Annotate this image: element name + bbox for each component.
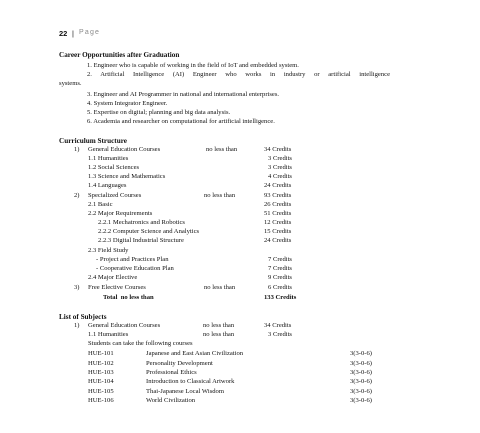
curriculum-total-label: Total no less than (103, 294, 154, 301)
subjects-title: List of Subjects (59, 313, 107, 321)
curriculum-credits: 15 Credits (264, 228, 292, 235)
curriculum-credits: 3 Credits (268, 155, 292, 162)
curriculum-label: 2.4 Major Elective (88, 274, 138, 281)
course-credit: 3(3-0-6) (350, 350, 372, 357)
curriculum-credits: 6 Credits (268, 284, 292, 291)
page-word: Page (79, 29, 101, 36)
course-credit: 3(3-0-6) (350, 378, 372, 385)
curriculum-label: 1.4 Languages (88, 182, 127, 189)
career-item: 1. Engineer who is capable of working in the field of IoT and embedded system. (87, 62, 299, 69)
subjects-group-num: 1) (74, 322, 80, 329)
curriculum-label: 1.1 Humanities (88, 155, 129, 162)
curriculum-label: 2.3 Field Study (88, 247, 129, 254)
course-name: Personality Development (146, 360, 213, 367)
career-item: 5. Expertise on digital; planning and big data analysis. (87, 109, 231, 116)
page-separator: | (72, 29, 74, 38)
course-code: HUE-105 (88, 388, 114, 395)
subjects-intro: Students can take the following courses (88, 340, 193, 347)
subjects-sub-credits: 3 Credits (268, 331, 292, 338)
course-code: HUE-104 (88, 378, 114, 385)
curriculum-label: 2.2.1 Mechatronics and Robotics (98, 219, 185, 226)
curriculum-credits: 9 Credits (268, 274, 292, 281)
curriculum-label: Free Elective Courses (88, 284, 146, 291)
course-credit: 3(3-0-6) (350, 369, 372, 376)
course-credit: 3(3-0-6) (350, 388, 372, 395)
subjects-group-label: General Education Courses (88, 322, 161, 329)
course-name: Professional Ethics (146, 369, 197, 376)
career-item-continuation: systems. (59, 80, 82, 87)
curriculum-credits: 3 Credits (268, 164, 292, 171)
course-code: HUE-102 (88, 360, 114, 367)
course-name: World Civilization (146, 397, 196, 404)
curriculum-title: Curriculum Structure (59, 137, 127, 145)
curriculum-label: - Cooperative Education Plan (96, 265, 174, 272)
curriculum-credits: 24 Credits (264, 237, 292, 244)
subjects-sub-label: 1.1 Humanities (88, 331, 129, 338)
curriculum-num: 1) (74, 146, 80, 153)
curriculum-credits: 4 Credits (268, 173, 292, 180)
curriculum-total-credits: 133 Credits (264, 294, 297, 301)
career-item: 2. Artificial Intelligence (AI) Engineer who works in industry or artificial intelligence (87, 71, 390, 78)
curriculum-credits: 34 Credits (264, 146, 292, 153)
curriculum-num: 2) (74, 192, 80, 199)
curriculum-label: 2.2.3 Digital Industrial Structure (98, 237, 184, 244)
course-name: Introduction to Classical Artwork (146, 378, 235, 385)
curriculum-min: no less than (206, 146, 238, 153)
subjects-sub-min: no less than (203, 331, 235, 338)
curriculum-min: no less than (204, 192, 236, 199)
curriculum-label: 1.2 Social Sciences (88, 164, 140, 171)
curriculum-credits: 93 Credits (264, 192, 292, 199)
curriculum-min: no less than (204, 284, 236, 291)
curriculum-credits: 7 Credits (268, 265, 292, 272)
subjects-group-min: no less than (203, 322, 235, 329)
curriculum-num: 3) (74, 284, 80, 291)
career-item: 4. System Integrator Engineer. (87, 100, 168, 107)
curriculum-credits: 7 Credits (268, 256, 292, 263)
curriculum-label: - Project and Practices Plan (96, 256, 169, 263)
curriculum-label: 2.2 Major Requirements (88, 210, 153, 217)
page-number: 22 (59, 29, 68, 38)
curriculum-label: Specialized Courses (88, 192, 142, 199)
course-code: HUE-101 (88, 350, 114, 357)
curriculum-credits: 24 Credits (264, 182, 292, 189)
course-credit: 3(3-0-6) (350, 397, 372, 404)
career-item: 6. Academia and researcher on computational for artificial intelligence. (87, 118, 275, 125)
curriculum-credits: 26 Credits (264, 201, 292, 208)
course-name: Japanese and East Asian Civilization (146, 350, 244, 357)
career-title: Career Opportunities after Graduation (59, 51, 180, 59)
course-name: Thai-Japanese Local Wisdom (146, 388, 224, 395)
curriculum-label: 1.3 Science and Mathematics (88, 173, 166, 180)
career-item: 3. Engineer and AI Programmer in national and international enterprises. (87, 91, 280, 98)
subjects-group-credits: 34 Credits (264, 322, 292, 329)
curriculum-credits: 51 Credits (264, 210, 292, 217)
course-code: HUE-103 (88, 369, 114, 376)
curriculum-label: 2.1 Basic (88, 201, 113, 208)
curriculum-label: General Education Courses (88, 146, 161, 153)
curriculum-credits: 12 Credits (264, 219, 292, 226)
curriculum-label: 2.2.2 Computer Science and Analytics (98, 228, 200, 235)
course-code: HUE-106 (88, 397, 114, 404)
course-credit: 3(3-0-6) (350, 360, 372, 367)
